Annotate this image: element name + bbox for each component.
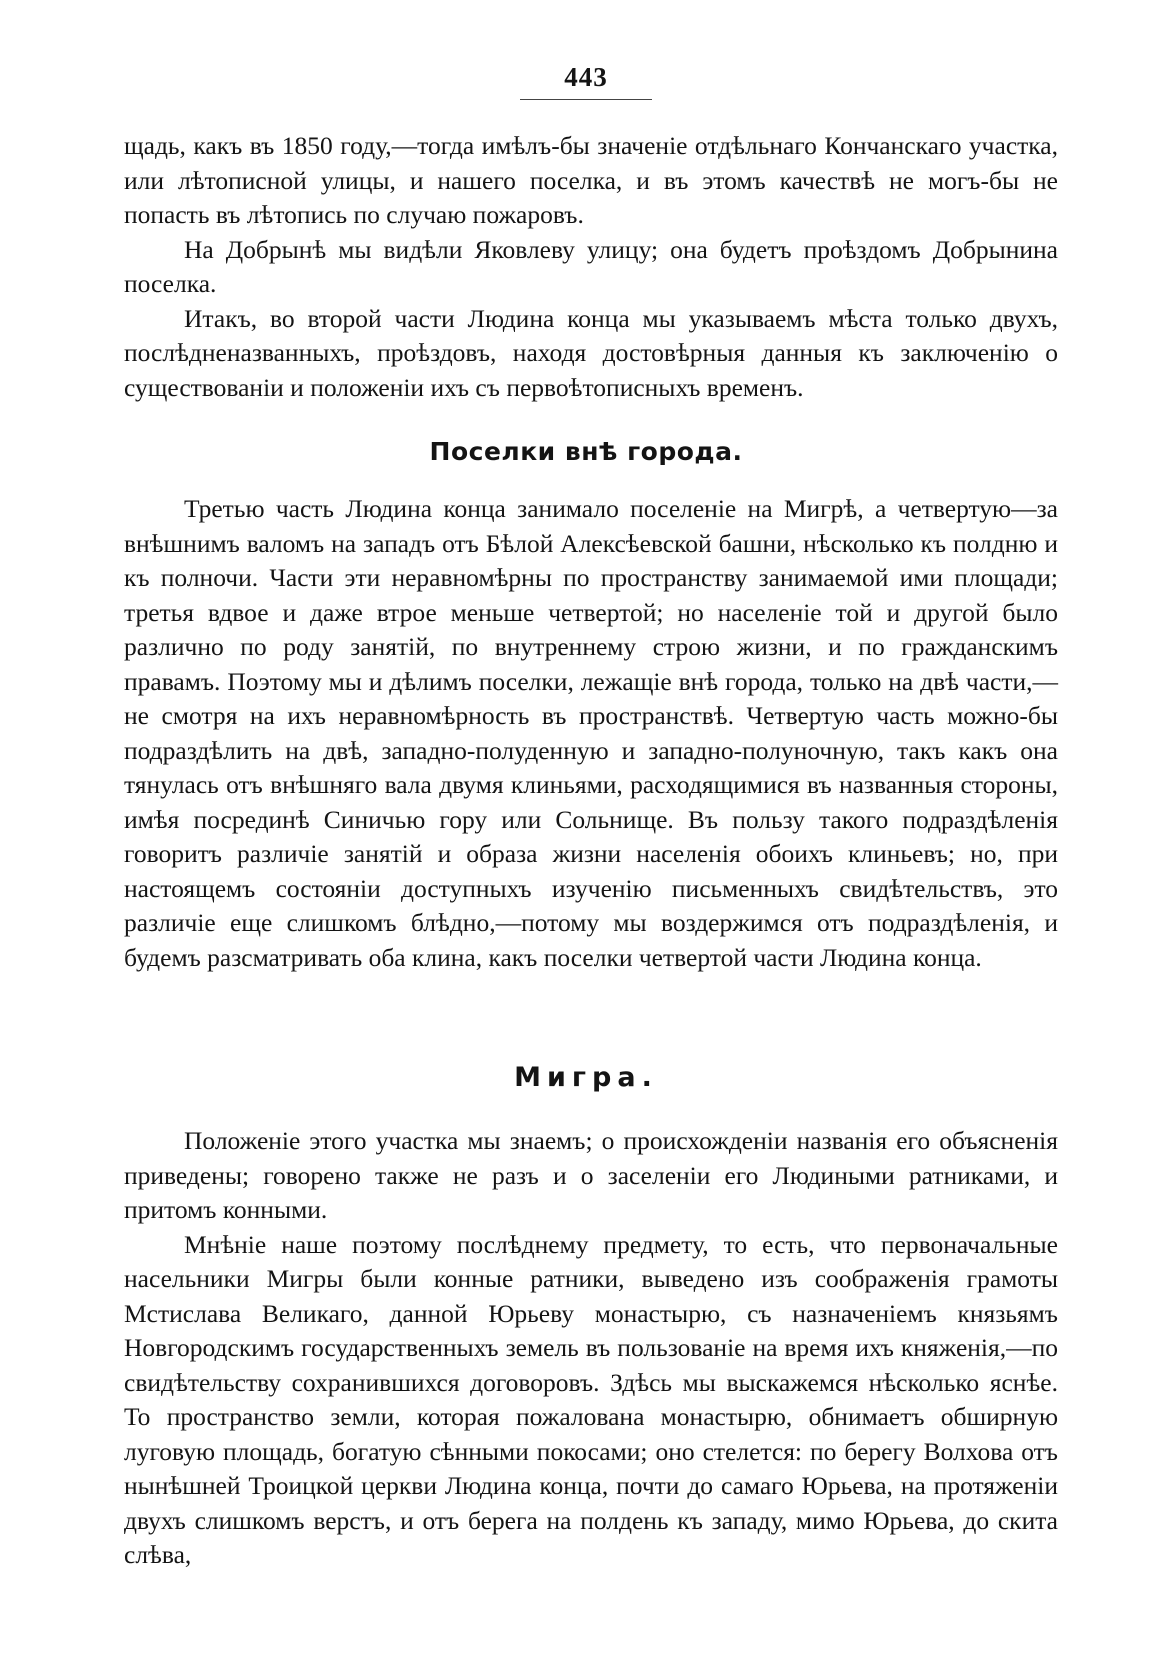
paragraph: Мнѣніе наше поэтому послѣднему предмету, то есть, что первоначальные насельники Мигры были конные ратники, выведено изъ соображенія грамоты Мстислава Великаго, данной Юрьеву монастырю, съ назначеніемъ князьямъ Новгородскимъ государственныхъ земель въ пользованіе на время ихъ княженія,—по свидѣтельству сохранившихся договоровъ. Здѣсь мы выскажемся нѣсколько яснѣе. То пространство земли, которая пожалована монастырю, обнимаетъ обширную луговую площадь, богатую сѣнными покосами; оно стелется: по берегу Волхова отъ нынѣшней Троицкой церкви Людина конца, почти до самаго Юрьева, на протяженіи двухъ слишкомъ верстъ, и отъ берега на полдень къ западу, мимо Юрьева, до скита слѣва, xyxy=(124,1229,1058,1569)
paragraph: щадь, какъ въ 1850 году,—тогда имѣлъ-бы значеніе отдѣльнаго Кончанскаго участка, или лѣтописной улицы, и нашего поселка, и въ этомъ качествѣ не могъ-бы не попасть въ лѣтопись по случаю пожаровъ. xyxy=(124,131,1058,229)
paragraph: На Добрынѣ мы видѣли Яковлеву улицу; она будетъ проѣздомъ Добрынина поселка. xyxy=(124,234,1058,298)
text-section-3 xyxy=(124,1124,1058,1573)
page-number-rule xyxy=(520,99,652,100)
text-section-1 xyxy=(124,129,1058,405)
paragraph: Положеніе этого участка мы знаемъ; о происхожденіи названія его объясненія приведены; говорено также не разъ и о заселеніи его Людиными ратниками, и притомъ конными. xyxy=(124,1126,1058,1224)
paragraph: Третью часть Людина конца занимало поселеніе на Мигрѣ, а четвертую—за внѣшнимъ валомъ на западъ отъ Бѣлой Алексѣевской башни, нѣсколько къ полдню и къ полночи. Части эти неравномѣрны по пространству занимаемой ими площади; третья вдвое и даже втрое меньше четвертой; но населеніе той и другой было различно по роду занятій, по внутреннему строю жизни, и по гражданскимъ правамъ. Поэтому мы и дѣлимъ поселки, лежащіе внѣ города, только на двѣ части,—не смотря на ихъ неравномѣрность въ пространствѣ. Четвертую часть можно-бы подраздѣлить на двѣ, западно-полуденную и западно-полуночную, такъ какъ она тянулась отъ внѣшняго вала двумя клиньями, расходящимися въ названныя стороны, имѣя посрединѣ Синичью гору или Сольнище. Въ пользу такого подраздѣленія говоритъ различіе занятій и образа жизни населенія обоихъ клиньевъ; но, при настоящемъ состояніи доступныхъ изученію письменныхъ свидѣтельствъ, это различіе еще слишкомъ блѣдно,—потому мы воздержимся отъ подраздѣленія, и будемъ разсматривать оба клина, какъ поселки четвертой части Людина конца. xyxy=(124,494,1058,972)
paragraph: Итакъ, во второй части Людина конца мы указываемъ мѣста только двухъ, послѣдненазванныхъ, проѣздовъ, находя достовѣрныя данныя къ заключенію о существованіи и положеніи ихъ съ первоѣтописныхъ временъ. xyxy=(124,303,1058,402)
text-section-2 xyxy=(124,492,1058,975)
section-heading: Поселки внѣ города. xyxy=(429,437,743,466)
section-heading: Мигра. xyxy=(514,1062,658,1093)
page-number: 443 xyxy=(564,62,608,92)
